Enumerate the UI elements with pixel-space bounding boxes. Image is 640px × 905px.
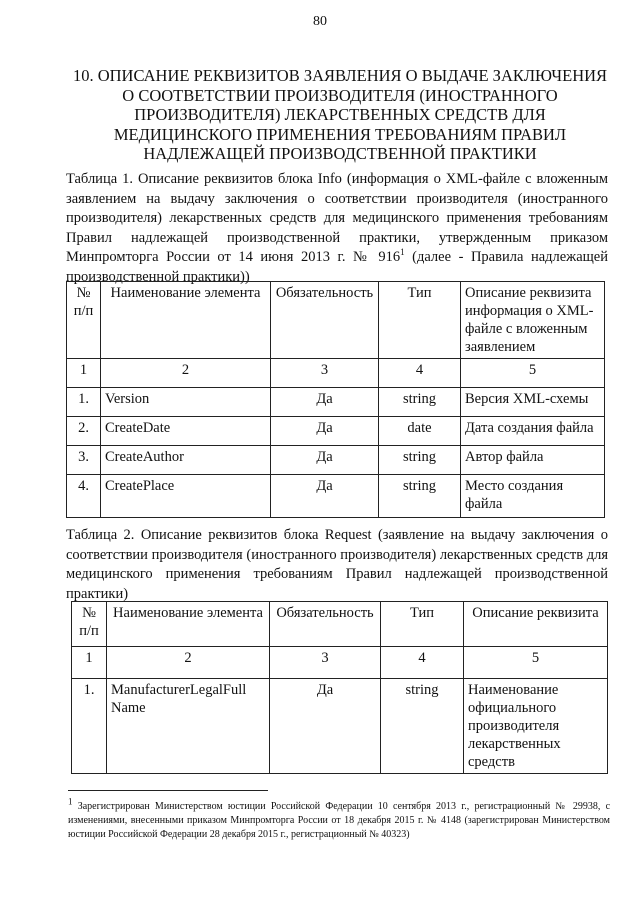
description: Дата создания файла — [461, 417, 605, 446]
header-cell: Тип — [381, 602, 464, 647]
footnote-mark: 1 — [68, 796, 73, 807]
required-value: Да — [271, 388, 379, 417]
description: Место создания файла — [461, 475, 605, 518]
table-header-row — [67, 282, 605, 359]
required-value: Да — [271, 475, 379, 518]
type-value: string — [381, 679, 464, 774]
header-cell: № п/п — [72, 602, 107, 647]
row-number: 2. — [67, 417, 101, 446]
column-number: 2 — [101, 359, 271, 388]
column-number: 3 — [271, 359, 379, 388]
header-cell: Наименование элемента — [101, 282, 271, 359]
table-row — [67, 446, 605, 475]
description: Автор файла — [461, 446, 605, 475]
column-number: 1 — [72, 647, 107, 679]
header-cell: Описание реквизита — [464, 602, 608, 647]
table-row — [72, 679, 608, 774]
footnote-text: Зарегистрирован Министерством юстиции Российской Федерации 10 сентября 2013 г., регистрационный № 29938, с изменениями, внесенными приказом Минпромторга России от 18 декабря 2015 г. № 4148 (зарегистрирован Министерством юстиции Российской Федерации 28 декабря 2015 г., регистрационный № 40323) — [68, 801, 611, 840]
description: Наименование официального производителя лекарственных средств — [464, 679, 608, 774]
footnote — [68, 796, 611, 842]
column-number-row — [72, 647, 608, 679]
table-header-row — [72, 602, 608, 647]
description: Версия XML-схемы — [461, 388, 605, 417]
row-number: 3. — [67, 446, 101, 475]
column-number: 4 — [379, 359, 461, 388]
table-row — [67, 417, 605, 446]
table1-caption — [66, 170, 608, 287]
table1-caption-text-end: (далее - Правила надлежащей производственной практики)) — [66, 249, 609, 285]
row-number: 1. — [72, 679, 107, 774]
header-cell: № п/п — [67, 282, 101, 359]
table-row — [67, 475, 605, 518]
header-cell: Описание реквизита информация о XML-файле с вложенным заявлением — [461, 282, 605, 359]
table2-caption: Таблица 2. Описание реквизитов блока Request (заявление на выдачу заключения о соответствии производителя (иностранного производителя) лекарственных средств для медицинского применения требованиям Правил надлежащей производственной практики) — [66, 527, 608, 602]
required-value: Да — [271, 446, 379, 475]
type-value: string — [379, 475, 461, 518]
element-name: CreatePlace — [101, 475, 271, 518]
required-value: Да — [270, 679, 381, 774]
page-number: 80 — [313, 14, 327, 29]
header-cell: Тип — [379, 282, 461, 359]
table1-caption-text: Таблица 1. Описание реквизитов блока Info (информация о XML-файле с вложенным заявлением на выдачу заключения о соответствии производителя (иностранного производителя) лекарственных средств для медицинского применения требованиям Правил надлежащей производственной практики, утвержденным приказом Минпромторга России от 14 июня 2013 г. № 916 — [66, 171, 608, 265]
header-cell: Обязательность — [271, 282, 379, 359]
column-number-row — [67, 359, 605, 388]
footnote-ref: 1 — [400, 247, 405, 258]
row-number: 1. — [67, 388, 101, 417]
element-name: Version — [101, 388, 271, 417]
column-number: 2 — [107, 647, 270, 679]
element-name: CreateDate — [101, 417, 271, 446]
type-value: string — [379, 446, 461, 475]
row-number: 4. — [67, 475, 101, 518]
table-request — [71, 601, 608, 774]
column-number: 5 — [461, 359, 605, 388]
required-value: Да — [271, 417, 379, 446]
column-number: 5 — [464, 647, 608, 679]
column-number: 1 — [67, 359, 101, 388]
header-cell: Наименование элемента — [107, 602, 270, 647]
table-info — [66, 281, 605, 518]
footnote-divider — [68, 790, 268, 791]
header-cell: Обязательность — [270, 602, 381, 647]
table-row — [67, 388, 605, 417]
element-name: CreateAuthor — [101, 446, 271, 475]
type-value: string — [379, 388, 461, 417]
column-number: 3 — [270, 647, 381, 679]
element-name: ManufacturerLegalFull Name — [107, 679, 270, 774]
type-value: date — [379, 417, 461, 446]
section-heading: 10. ОПИСАНИЕ РЕКВИЗИТОВ ЗАЯВЛЕНИЯ О ВЫДАЧЕ ЗАКЛЮЧЕНИЯ О СООТВЕТСТВИИ ПРОИЗВОДИТЕЛЯ (ИНОСТРАННОГО ПРОИЗВОДИТЕЛЯ) ЛЕКАРСТВЕННЫХ СРЕДСТВ ДЛЯ МЕДИЦИНСКОГО ПРИМЕНЕНИЯ ТРЕБОВАНИЯМ ПРАВИЛ НАДЛЕЖАЩЕЙ ПРОИЗВОДСТВЕННОЙ ПРАКТИКИ — [72, 66, 608, 163]
column-number: 4 — [381, 647, 464, 679]
